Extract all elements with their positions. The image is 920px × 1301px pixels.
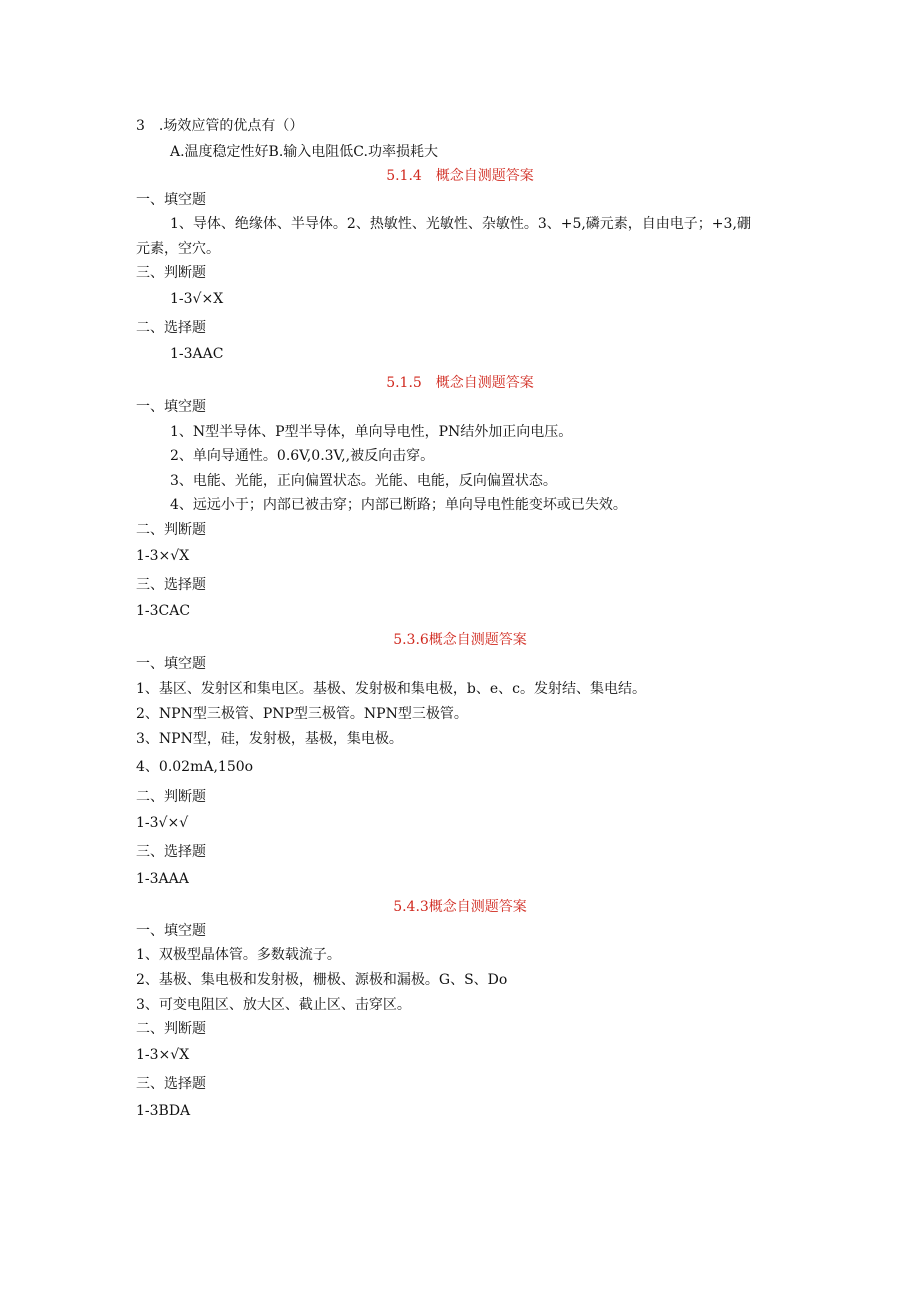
choice-heading: 三、选择题 xyxy=(136,1076,206,1092)
choice-heading: 二、选择题 xyxy=(136,320,206,336)
choice-heading: 三、选择题 xyxy=(136,844,206,860)
section-title-536: 5.3.6概念自测题答案 xyxy=(393,632,527,648)
section-title-543: 5.4.3概念自测题答案 xyxy=(393,899,527,915)
choice-answer: 1-3AAA xyxy=(136,871,189,887)
judge-answer: 1-3×√X xyxy=(136,548,190,564)
choice-heading: 三、选择题 xyxy=(136,577,206,593)
fill-answer-item: 3、NPN型，硅，发射极，基极，集电极。 xyxy=(136,731,403,747)
fill-answer-item: 2、单向导通性。0.6V,0.3V,,被反向击穿。 xyxy=(170,448,435,464)
fill-answer-line: 元素，空穴。 xyxy=(136,241,220,257)
judge-heading: 二、判断题 xyxy=(136,522,206,538)
question-stem: 3 .场效应管的优点有（） xyxy=(136,118,304,134)
choice-answer: 1-3AAC xyxy=(170,346,224,362)
choice-answer: 1-3CAC xyxy=(136,603,191,619)
question-options: A.温度稳定性好B.输入电阻低C.功率损耗大 xyxy=(170,144,438,160)
choice-answer: 1-3BDA xyxy=(136,1103,191,1119)
fill-answer-line: 1、导体、绝缘体、半导体。2、热敏性、光敏性、杂敏性。3、+5,磷元素，自由电子；+3,硼 xyxy=(170,216,751,232)
fill-heading: 一、填空题 xyxy=(136,399,206,415)
judge-answer: 1-3√×X xyxy=(170,291,224,307)
judge-answer: 1-3√×√ xyxy=(136,815,189,831)
fill-answer-item: 1、N型半导体、P型半导体，单向导电性，PN结外加正向电压。 xyxy=(170,424,573,440)
fill-answer-item: 4、0.02mA,150o xyxy=(136,759,254,775)
fill-answer-item: 1、双极型晶体管。多数载流子。 xyxy=(136,947,341,963)
section-title-515: 5.1.5 概念自测题答案 xyxy=(386,375,534,391)
fill-answer-item: 4、远远小于；内部已被击穿；内部已断路；单向导电性能变坏或已失效。 xyxy=(170,497,627,513)
fill-heading: 一、填空题 xyxy=(136,656,206,672)
section-title-514: 5.1.4 概念自测题答案 xyxy=(386,168,534,184)
fill-answer-item: 2、NPN型三极管、PNP型三极管。NPN型三极管。 xyxy=(136,706,468,722)
fill-answer-item: 1、基区、发射区和集电区。基极、发射极和集电极，b、e、c。发射结、集电结。 xyxy=(136,681,646,697)
fill-answer-item: 2、基极、集电极和发射极，栅极、源极和漏极。G、S、Do xyxy=(136,972,508,988)
fill-heading: 一、填空题 xyxy=(136,192,206,208)
judge-heading: 二、判断题 xyxy=(136,1021,206,1037)
judge-answer: 1-3×√X xyxy=(136,1047,190,1063)
judge-heading: 二、判断题 xyxy=(136,789,206,805)
fill-answer-item: 3、可变电阻区、放大区、截止区、击穿区。 xyxy=(136,997,411,1013)
fill-answer-item: 3、电能、光能，正向偏置状态。光能、电能，反向偏置状态。 xyxy=(170,473,557,489)
fill-heading: 一、填空题 xyxy=(136,923,206,939)
judge-heading: 三、判断题 xyxy=(136,265,206,281)
